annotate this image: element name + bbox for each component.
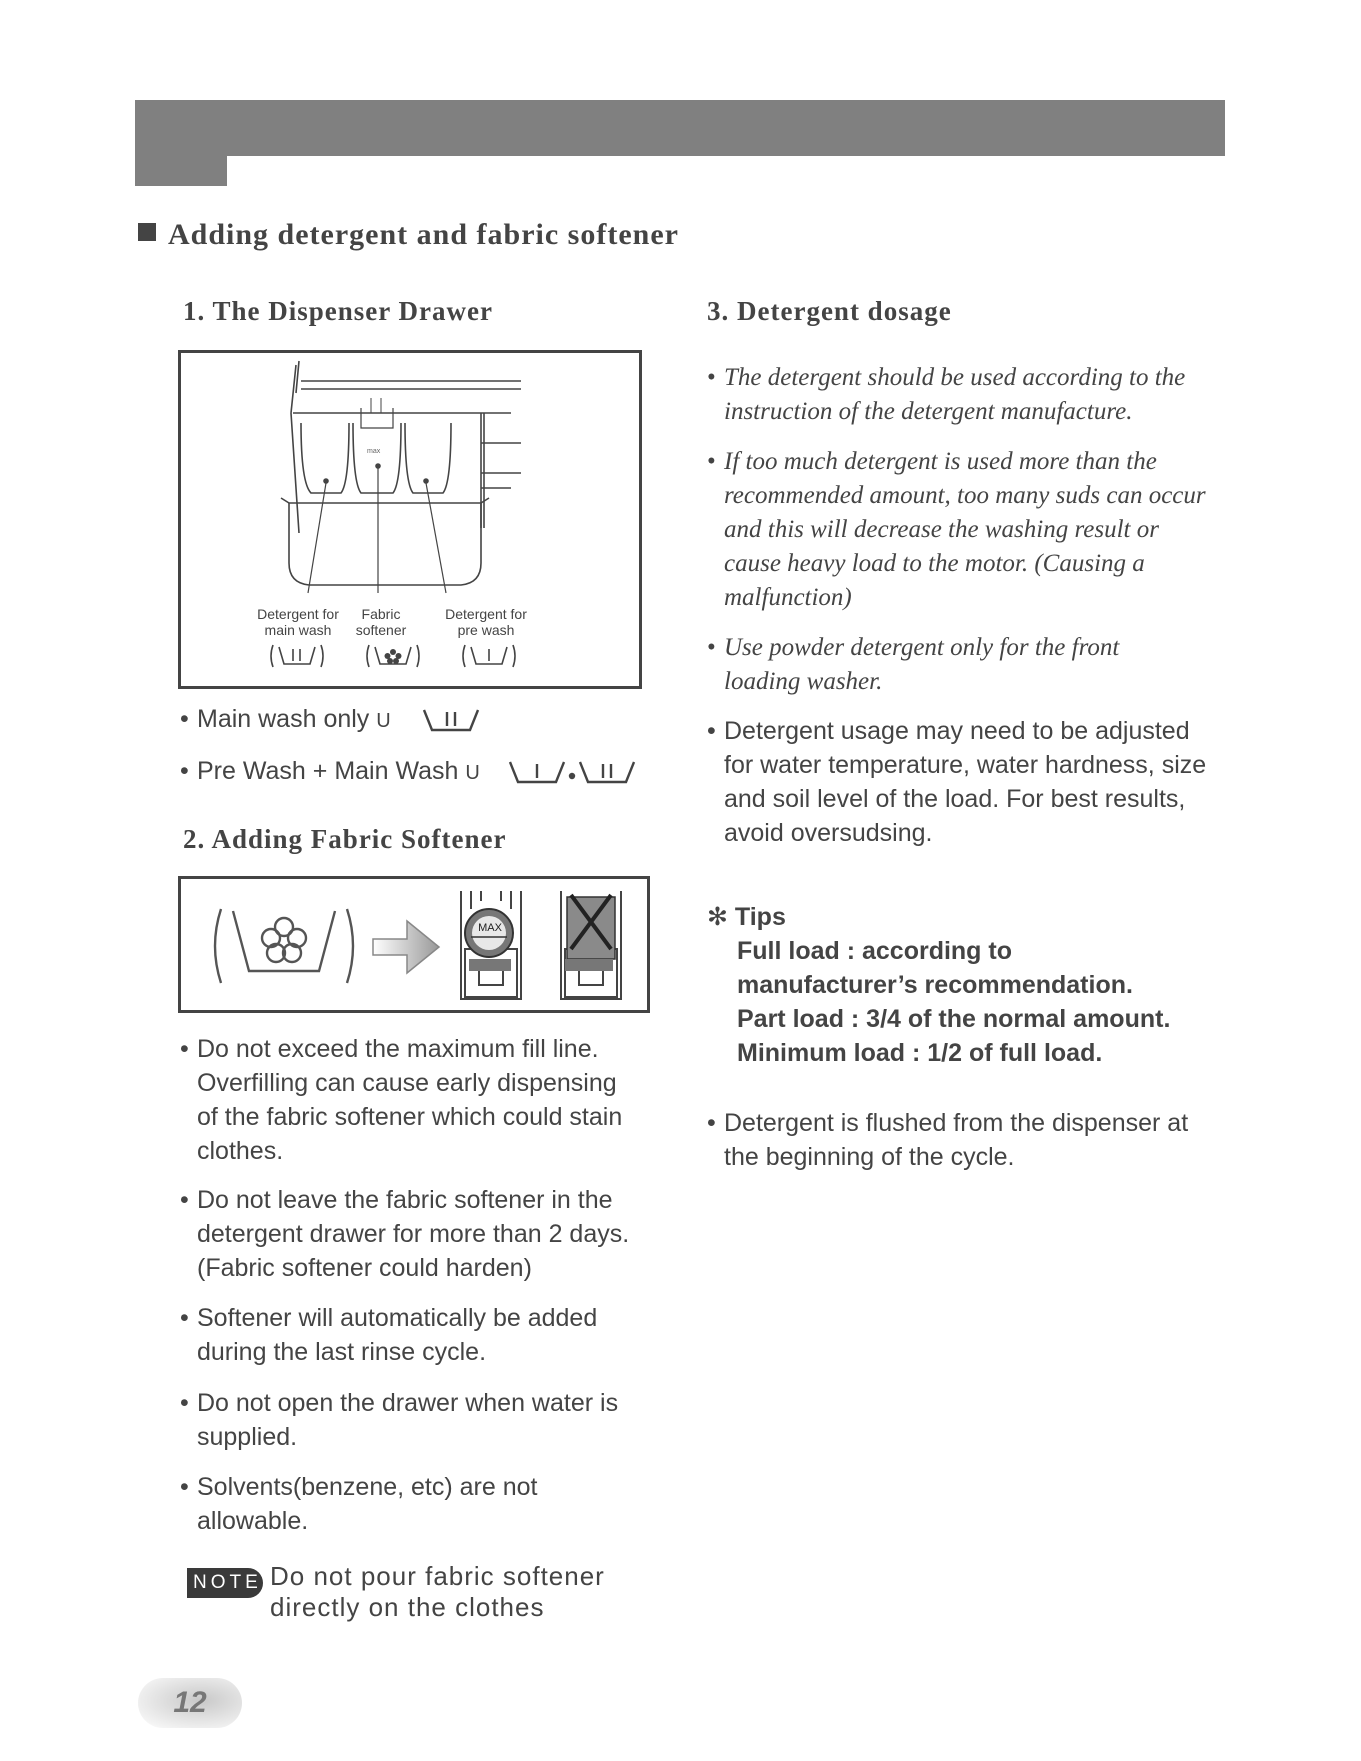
section-title: Adding detergent and fabric softener <box>138 218 679 252</box>
softener-fill-figure <box>178 876 650 1013</box>
label-fabric-softener: Fabric softener <box>355 606 407 638</box>
dispenser-heading: 1. The Dispenser Drawer <box>183 296 493 326</box>
softener-bullet-5: • Solvents(benzene, etc) are not allowable. <box>180 1473 538 1535</box>
note-badge: NOTE <box>187 1568 263 1598</box>
tips-title: ✻ Tips <box>707 903 786 931</box>
pre-wash-symbol-icon <box>459 643 519 669</box>
square-bullet-icon <box>138 223 156 241</box>
tips-lines: Full load : according to manufacturer’s recommendation. Part load : 3/4 of the normal amount. Minimum load : 1/2 of full load. <box>737 937 1171 1067</box>
softener-bullet-2: • Do not leave the fabric softener in the detergent drawer for more than 2 days. (Fabric softener could harden) <box>180 1186 630 1282</box>
dosage-italic-bullet-1: • The detergent should be used according to the instruction of the detergent manufacture. <box>707 364 1186 425</box>
softener-heading: 2. Adding Fabric Softener <box>183 824 507 854</box>
asterisk-icon: ✻ <box>707 903 728 931</box>
arrow-right-icon <box>371 915 443 979</box>
softener-bullet-1: • Do not exceed the maximum fill line. Overfilling can cause early dispensing of the fabric softener which could stain clothes. <box>180 1035 623 1165</box>
main-wash-symbol-icon <box>267 643 327 669</box>
arrow-glyph: U <box>376 710 391 732</box>
max-fill-label: MAX <box>478 922 502 934</box>
softener-compartment-symbol-icon <box>209 901 359 991</box>
label-pre-wash: Detergent for pre wash <box>445 606 527 638</box>
softener-symbol-icon <box>363 643 423 669</box>
main-wash-only-item: • Main wash only U <box>180 705 391 733</box>
header-tab <box>135 156 227 186</box>
dispenser-drawer-figure <box>178 350 642 689</box>
label-main-wash: Detergent for main wash <box>257 606 339 638</box>
drawer-max-label: max <box>367 448 381 455</box>
softener-cup-max-icon <box>451 889 531 1007</box>
dosage-italic-bullet-2: • If too much detergent is used more than the recommended amount, too many suds can occur and this will decrease the washing result or cause heavy load to the motor. (Causing a malfunction) <box>707 448 1206 611</box>
softener-cup-overfilled-icon <box>551 889 631 1007</box>
header-bar <box>135 100 1225 156</box>
arrow-glyph: U <box>465 762 480 784</box>
softener-bullet-4: • Do not open the drawer when water is supplied. <box>180 1389 619 1451</box>
softener-bullet-3: • Softener will automatically be added during the last rinse cycle. <box>180 1304 598 1366</box>
page-number: 12 <box>138 1678 242 1728</box>
main-wash-compartment-icon <box>420 708 482 734</box>
dosage-final-bullet: • Detergent is flushed from the dispenser at the beginning of the cycle. <box>707 1109 1189 1171</box>
dosage-bullet: • Detergent usage may need to be adjusted for water temperature, water hardness, size and soil level of the load. For best results, avoid oversudsing. <box>707 717 1207 847</box>
dosage-italic-bullet-3: • Use powder detergent only for the front loading washer. <box>707 634 1120 695</box>
pre-and-main-wash-compartment-icon <box>506 760 642 786</box>
note-text: Do not pour fabric softener directly on the clothes <box>270 1561 605 1622</box>
dosage-heading: 3. Detergent dosage <box>707 296 952 326</box>
tips-block <box>707 900 1170 1070</box>
pre-main-wash-item: • Pre Wash + Main Wash U <box>180 757 480 785</box>
